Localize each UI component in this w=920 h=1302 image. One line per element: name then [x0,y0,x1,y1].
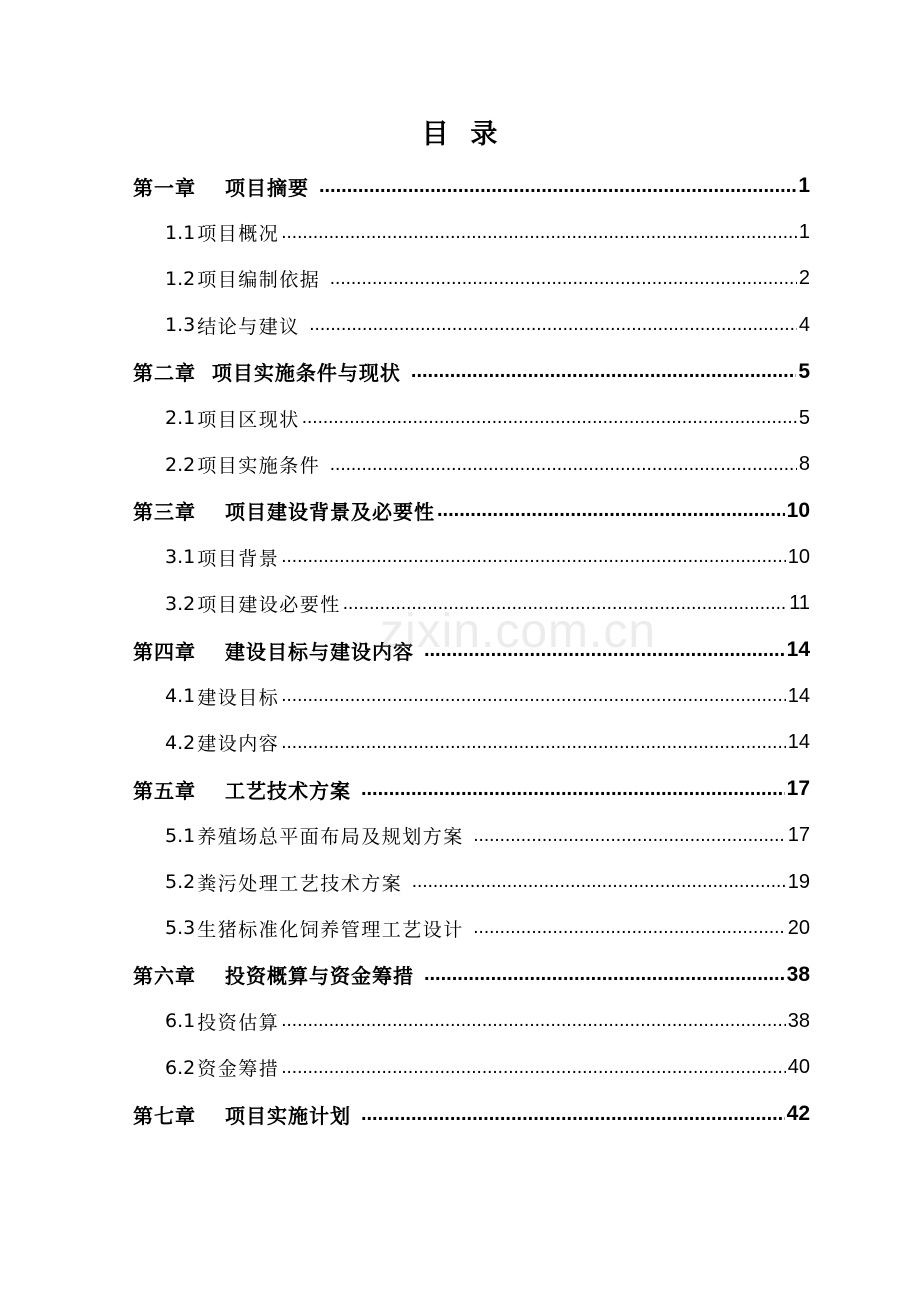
toc-section-number: 3.2 [165,592,196,615]
toc-page-number: 40 [787,1056,810,1079]
page-title: 目 录 [421,119,499,150]
toc-chapter-6[interactable] [0,952,920,998]
toc-dot-leader [424,963,785,986]
toc-section-2-1[interactable] [0,395,920,441]
toc-section-5-1[interactable] [0,812,920,858]
toc-entry-label: 项目建设必要性 [197,594,341,617]
toc-page-number: 1 [798,174,810,198]
toc-entry-label: 第二章 项目实施条件与现状 [133,361,409,386]
toc-section-number: 4.2 [165,731,196,754]
toc-page-number: 11 [789,592,810,615]
toc-section-1-1[interactable] [0,209,920,255]
toc-section-number: 5.2 [165,871,196,894]
toc-dot-leader [281,1057,786,1079]
toc-entry-label: 建设内容 [197,733,280,756]
toc-page-number: 14 [787,731,810,754]
toc-section-3-2[interactable] [0,581,920,627]
toc-dot-leader [473,825,785,847]
toc-section-number: 5.3 [165,917,196,940]
toc-section-3-1[interactable] [0,534,920,580]
toc-entry-label: 第一章 项目摘要 [133,175,317,200]
toc-chapter-3[interactable] [0,488,920,534]
toc-dot-leader [473,917,785,939]
toc-page-number: 38 [786,962,810,986]
toc-section-number: 6.2 [165,1056,196,1079]
toc-dot-leader [424,639,785,662]
toc-section-4-2[interactable] [0,720,920,766]
toc-page-number: 8 [798,453,810,476]
toc-entry-label: 生猪标准化饲养管理工艺设计 [197,918,472,941]
toc-section-5-3[interactable] [0,905,920,951]
toc-section-number: 1.1 [165,221,196,244]
toc-page-number: 19 [787,870,810,893]
toc-page-number: 14 [786,638,810,662]
toc-dot-leader [412,871,786,893]
toc-entry-label: 资金筹措 [197,1058,280,1081]
toc-dot-leader [437,499,785,522]
toc-chapter-2[interactable] [0,349,920,395]
toc-entry-label: 项目区现状 [197,408,300,431]
toc-entry-label: 项目实施条件 [197,455,328,478]
toc-entry-label: 建设目标 [197,686,280,709]
toc-dot-leader [281,222,797,244]
toc-entry-label: 投资估算 [197,1011,280,1034]
table-of-contents [0,163,920,1137]
toc-section-number: 5.1 [165,824,196,847]
toc-entry-label: 粪污处理工艺技术方案 [197,872,410,895]
toc-page-number: 2 [798,267,810,290]
toc-section-6-2[interactable] [0,1044,920,1090]
watermark: zixin.com.cn [380,605,657,658]
toc-section-2-2[interactable] [0,441,920,487]
toc-dot-leader [361,1103,785,1126]
toc-section-number: 6.1 [165,1010,196,1033]
toc-dot-leader [361,778,785,801]
toc-page-number: 10 [786,498,810,522]
toc-entry-label: 项目编制依据 [197,269,328,292]
toc-section-number: 2.1 [165,407,196,430]
toc-dot-leader [281,546,786,568]
toc-chapter-4[interactable] [0,627,920,673]
toc-entry-label: 第三章 项目建设背景及必要性 [133,500,435,525]
toc-page-number: 5 [798,406,810,429]
toc-entry-label: 项目概况 [197,223,280,246]
toc-page-number: 1 [798,221,810,244]
toc-chapter-7[interactable] [0,1091,920,1137]
toc-section-number: 1.2 [165,267,196,290]
toc-section-1-2[interactable] [0,256,920,302]
toc-page-number: 4 [798,313,810,336]
toc-entry-label: 项目背景 [197,547,280,570]
toc-entry-label: 结论与建议 [197,315,308,338]
toc-chapter-5[interactable] [0,766,920,812]
toc-dot-leader [330,268,797,290]
toc-dot-leader [281,732,786,754]
toc-page-number: 5 [798,359,810,383]
toc-section-6-1[interactable] [0,998,920,1044]
toc-dot-leader [309,314,797,336]
toc-entry-label: 第七章 项目实施计划 [133,1103,359,1128]
toc-entry-label: 第六章 投资概算与资金筹措 [133,964,422,989]
toc-dot-leader [302,407,797,429]
toc-section-4-1[interactable] [0,673,920,719]
toc-dot-leader [281,685,786,707]
toc-page-number: 10 [787,545,810,568]
toc-section-number: 1.3 [165,314,196,337]
toc-chapter-1[interactable] [0,163,920,209]
toc-page-number: 14 [787,684,810,707]
toc-section-number: 2.2 [165,453,196,476]
toc-page-number: 20 [787,916,810,939]
toc-section-1-3[interactable] [0,302,920,348]
toc-dot-leader [411,360,796,383]
toc-section-number: 3.1 [165,546,196,569]
toc-entry-label: 第四章 建设目标与建设内容 [133,639,422,664]
toc-section-number: 4.1 [165,685,196,708]
toc-entry-label: 养殖场总平面布局及规划方案 [197,826,472,849]
toc-dot-leader [281,1010,786,1032]
toc-entry-label: 第五章 工艺技术方案 [133,778,359,803]
toc-page-number: 38 [787,1009,810,1032]
toc-dot-leader [343,593,788,615]
toc-dot-leader [319,175,796,198]
toc-page-number: 42 [786,1102,810,1125]
toc-dot-leader [330,454,797,476]
toc-page-number: 17 [787,824,810,847]
toc-section-5-2[interactable] [0,859,920,905]
toc-page-number: 17 [786,777,810,801]
